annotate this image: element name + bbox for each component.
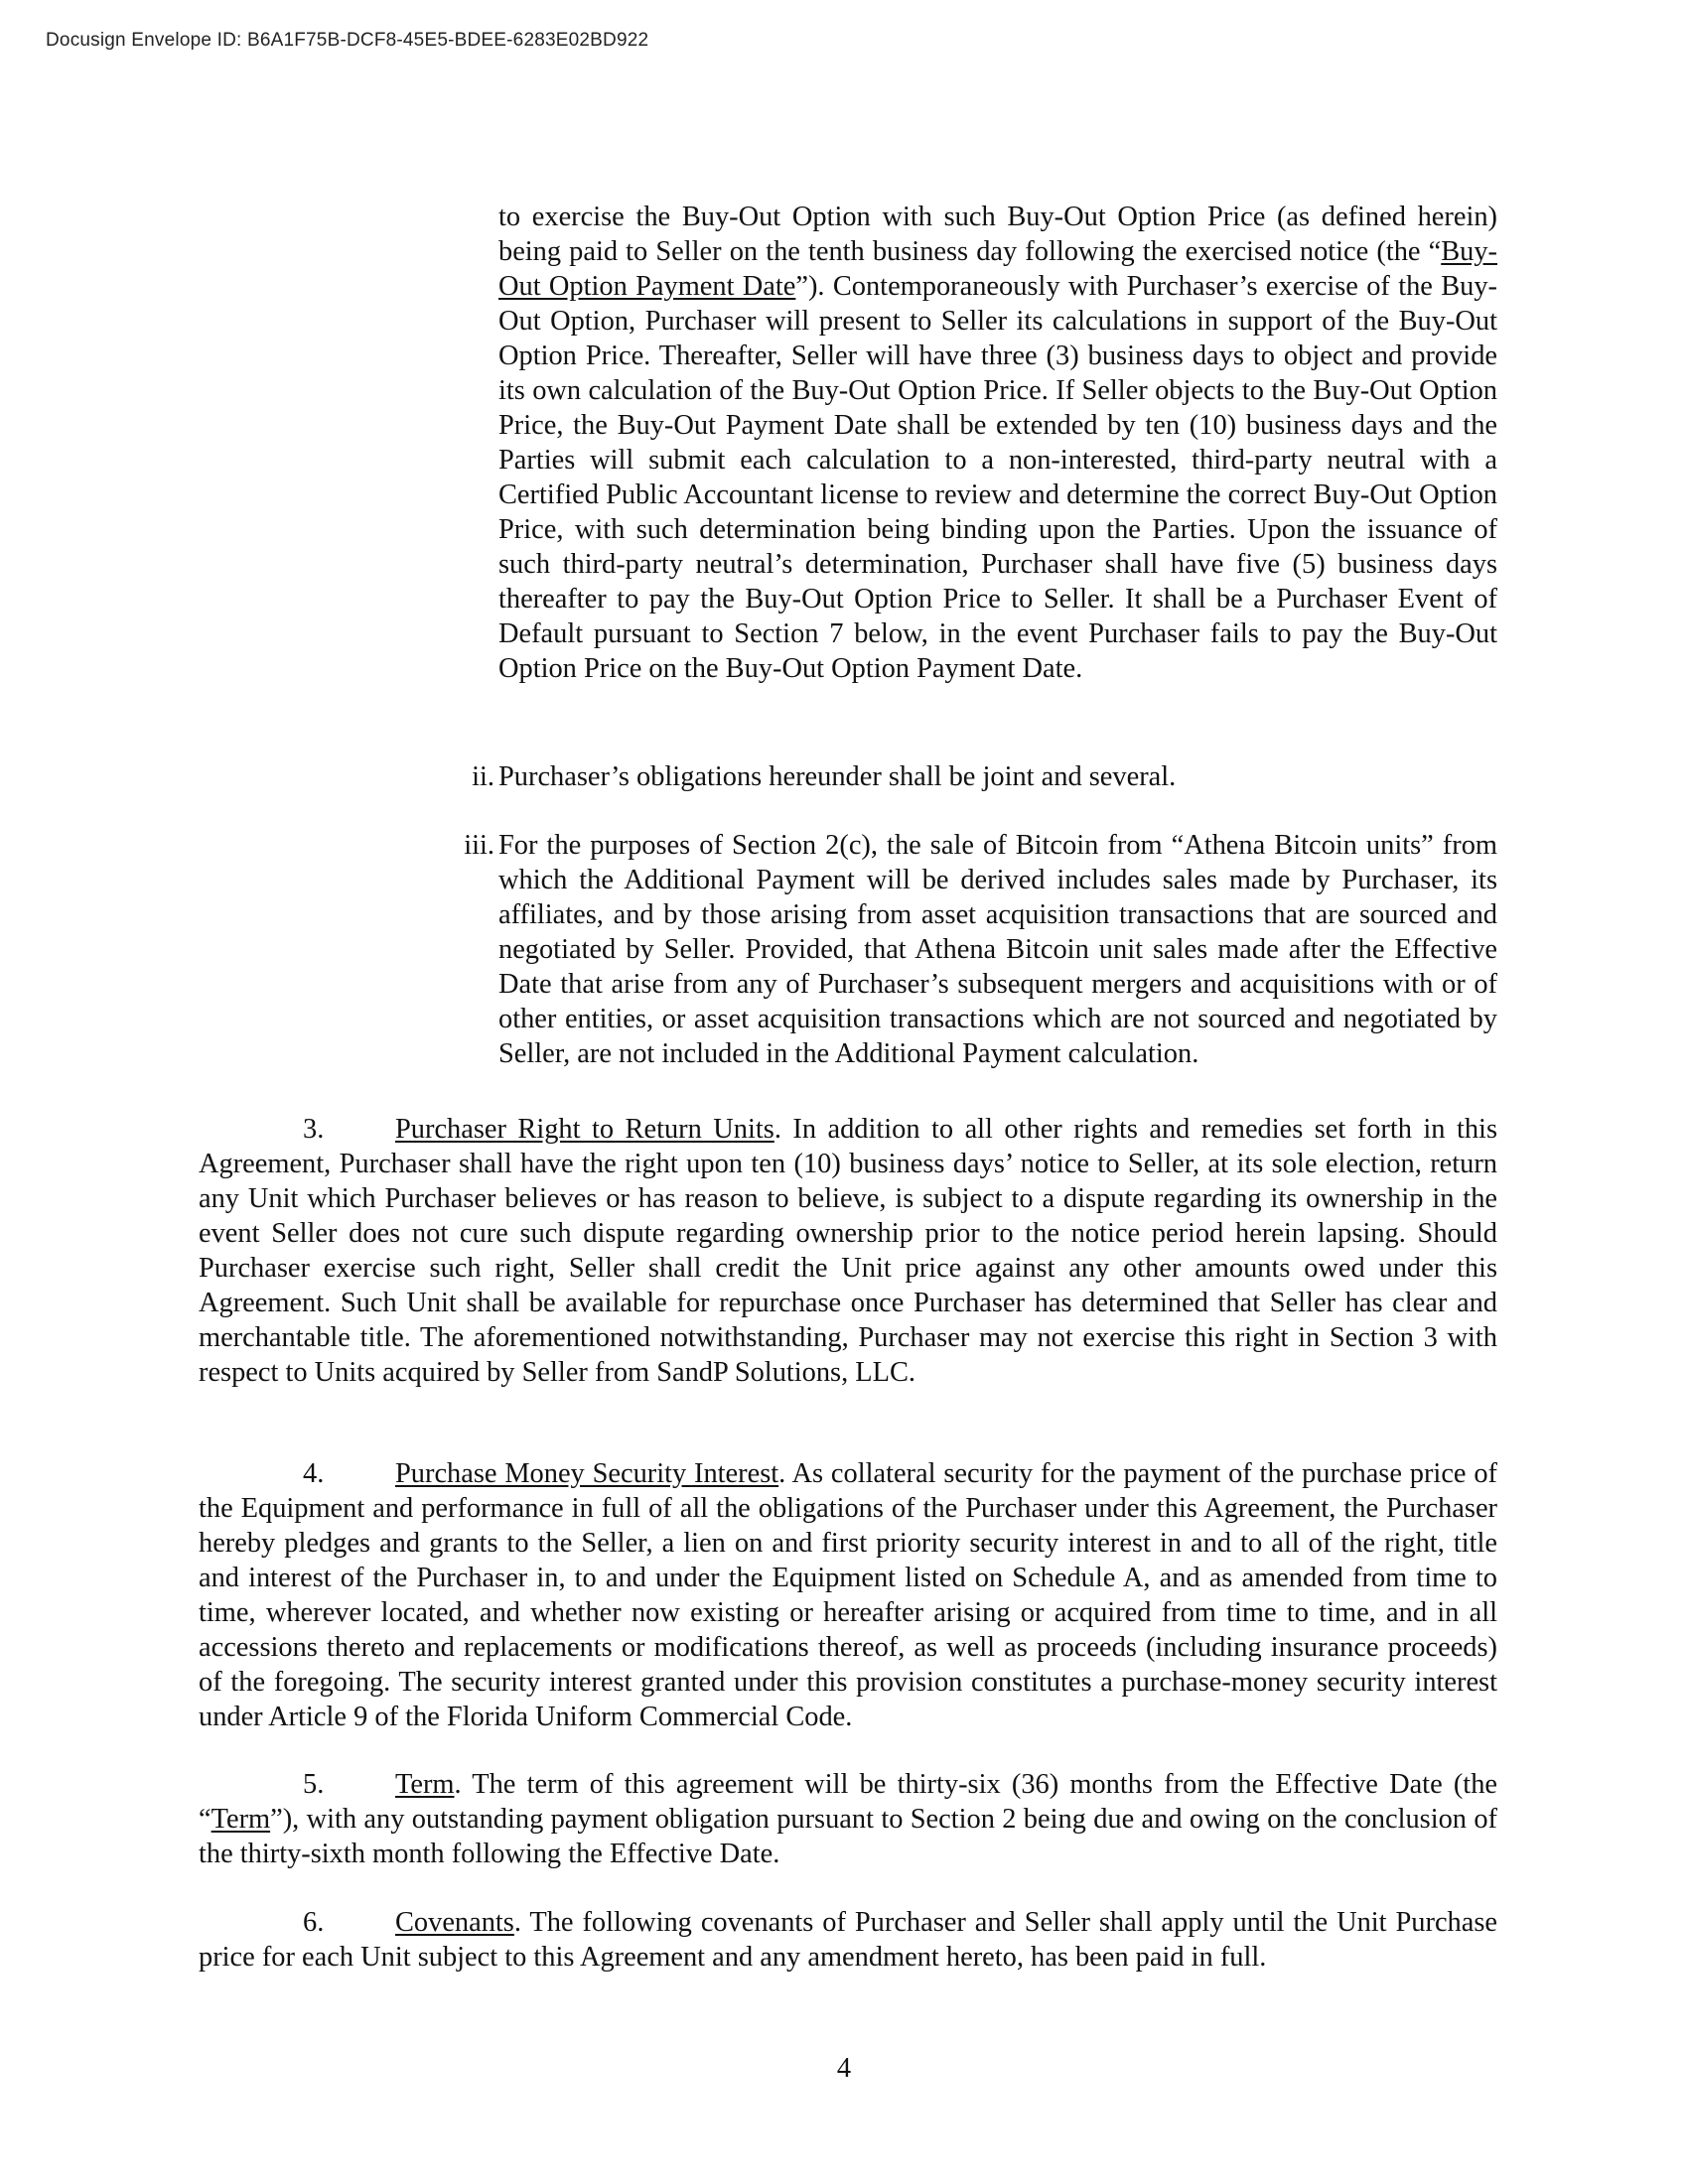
section-text: . The following covenants of Purchaser and Seller shall apply until the Unit Purchase price for each Unit subject to this Agreement and any amendment hereto, has been paid in full.: [199, 1907, 1497, 1973]
buyout-text-after: ”). Contemporaneously with Purchaser’s exercise of the Buy-Out Option, Purchaser will present to Seller its calculations in support of the Buy-Out Option Price. Thereafter, Seller will have three (3) business days to object and provide its own calculation of the Buy-Out Option Price. If Seller objects to the Buy-Out Option Price, the Buy-Out Payment Date shall be extended by ten (10) business days and the Parties will submit each calculation to a non-interested, third-party neutral with a Certified Public Accountant license to review and determine the correct Buy-Out Option Price, with such determination being binding upon the Parties. Upon the issuance of such third-party neutral’s determination, Purchaser shall have five (5) business days thereafter to pay the Buy-Out Option Price to Seller. It shall be a Purchaser Event of Default pursuant to Section 7 below, in the event Purchaser fails to pay the Buy-Out Option Price on the Buy-Out Option Payment Date.: [498, 271, 1497, 684]
section-number: 6.: [303, 1907, 325, 1938]
subitem-iii: [431, 828, 1497, 1071]
section-number: 4.: [303, 1458, 325, 1489]
section-heading: Purchase Money Security Interest: [395, 1458, 779, 1489]
page-number: 4: [836, 2053, 852, 2084]
defined-term-term: Term: [211, 1804, 271, 1835]
section-4-security-interest: [199, 1456, 1497, 1734]
buyout-text-before: to exercise the Buy-Out Option with such Buy-Out Option Price (as defined herein) being paid to Seller on the tenth business day following the exercised notice (the “: [498, 202, 1497, 267]
section-5-term: [199, 1767, 1497, 1871]
section-3-return-units: [199, 1112, 1497, 1390]
subitem-number: iii.: [464, 830, 494, 861]
section-6-covenants: [199, 1905, 1497, 1975]
subitem-ii: [431, 759, 1497, 794]
subitem-text: For the purposes of Section 2(c), the sale of Bitcoin from “Athena Bitcoin units” from which the Additional Payment will be derived includes sales made by Purchaser, its affiliates, and by those arising from asset acquisition transactions that are sourced and negotiated by Seller. Provided, that Athena Bitcoin unit sales made after the Effective Date that arise from any of Purchaser’s subsequent mergers and acquisitions with or of other entities, or asset acquisition transactions which are not sourced and negotiated by Seller, are not included in the Additional Payment calculation.: [498, 830, 1497, 1069]
section-text-after: ”), with any outstanding payment obligation pursuant to Section 2 being due and owing on the conclusion of the thirty-sixth month following the Effective Date.: [199, 1804, 1497, 1869]
section-text: . In addition to all other rights and remedies set forth in this Agreement, Purchaser shall have the right upon ten (10) business days’ notice to Seller, at its sole election, return any Unit which Purchaser believes or has reason to believe, is subject to a dispute regarding its ownership in the event Seller does not cure such dispute regarding ownership prior to the notice period herein lapsing. Should Purchaser exercise such right, Seller shall credit the Unit price against any other amounts owed under this Agreement. Such Unit shall be available for repurchase once Purchaser has determined that Seller has clear and merchantable title. The aforementioned notwithstanding, Purchaser may not exercise this right in Section 3 with respect to Units acquired by Seller from SandP Solutions, LLC.: [199, 1114, 1497, 1388]
section-text-before: . The term of this agreement will be thirty-six (36) months from the Effective Date (the “: [199, 1769, 1497, 1835]
section-number: 3.: [303, 1114, 325, 1145]
section-heading: Purchaser Right to Return Units: [395, 1114, 774, 1145]
section-heading: Term: [395, 1769, 455, 1800]
section-number: 5.: [303, 1769, 325, 1800]
defined-term-buyout-payment-date: Buy-Out Option Payment Date: [498, 236, 1497, 302]
subitem-text: Purchaser’s obligations hereunder shall be joint and several.: [498, 761, 1177, 792]
docusign-envelope-id: Docusign Envelope ID: B6A1F75B-DCF8-45E5-BDEE-6283E02BD922: [46, 30, 649, 51]
buyout-option-paragraph: [498, 200, 1497, 686]
section-heading: Covenants: [395, 1907, 514, 1938]
subitem-number: ii.: [472, 761, 494, 792]
section-text: . As collateral security for the payment of the purchase price of the Equipment and performance in full of all the obligations of the Purchaser under this Agreement, the Purchaser hereby pledges and grants to the Seller, a lien on and first priority security interest in and to all of the right, title and interest of the Purchaser in, to and under the Equipment listed on Schedule A, and as amended from time to time, wherever located, and whether now existing or hereafter arising or acquired from time to time, and in all accessions thereto and replacements or modifications thereof, as well as proceeds (including insurance proceeds) of the foregoing. The security interest granted under this provision constitutes a purchase-money security interest under Article 9 of the Florida Uniform Commercial Code.: [199, 1458, 1498, 1732]
